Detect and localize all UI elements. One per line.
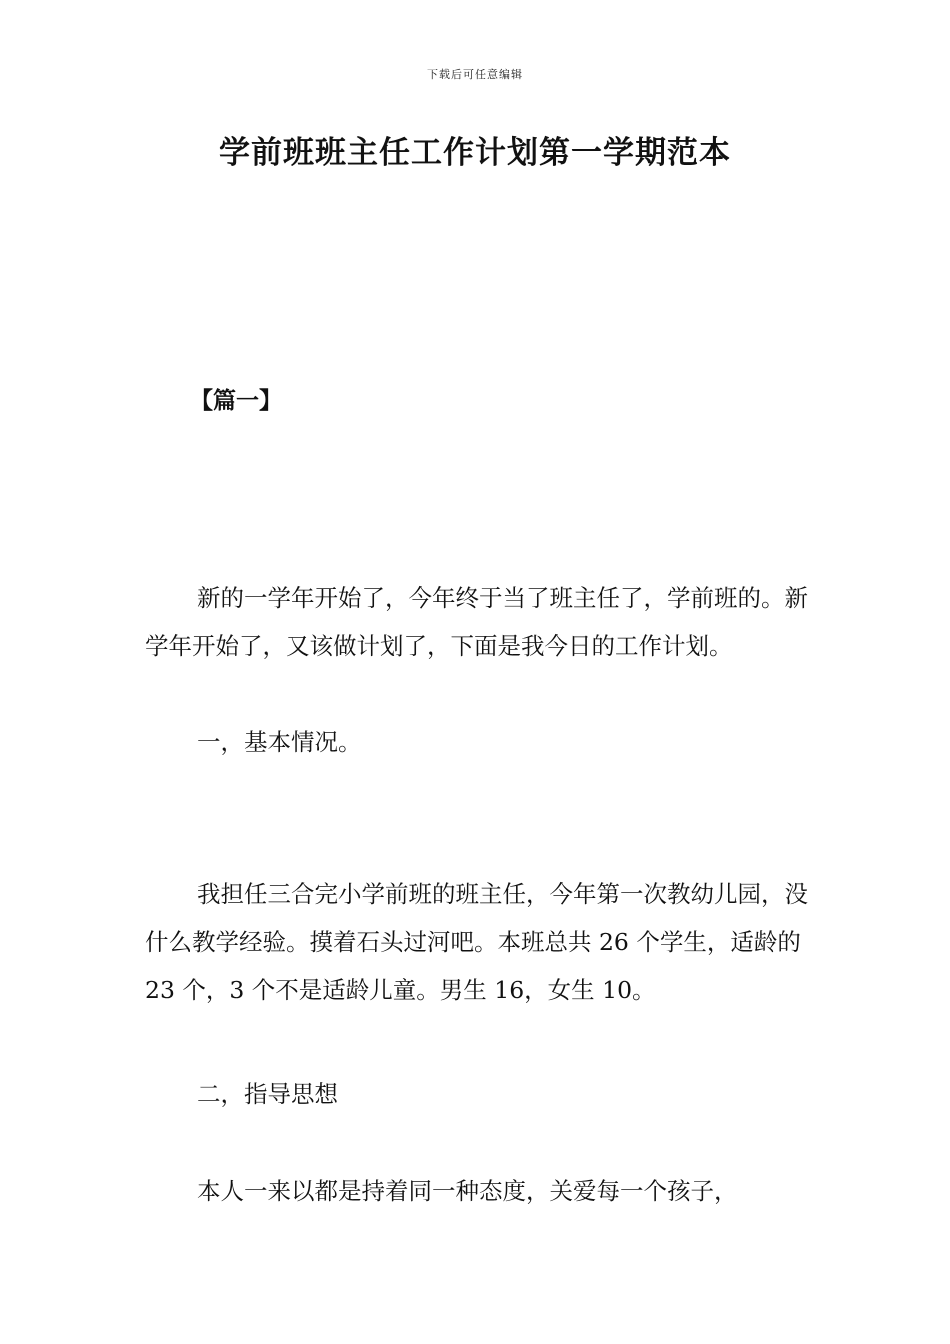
situation-paragraph: 我担任三合完小学前班的班主任，今年第一次教幼儿园，没什么教学经验。摸着石头过河吧。本班总共 26 个学生，适龄的 23 个，3 个不是适龄儿童。男生 16，女生 10。 xyxy=(145,880,808,1004)
header-note: 下载后可任意编辑 xyxy=(427,68,523,81)
guidance-paragraph: 本人一来以都是持着同一种态度，关爱每一个孩子， xyxy=(197,1177,738,1205)
section-heading-basic-situation: 一，基本情况。 xyxy=(197,728,362,756)
intro-paragraph: 新的一学年开始了，今年终于当了班主任了，学前班的。新学年开始了，又该做计划了，下面是我今日的工作计划。 xyxy=(145,584,808,660)
document-title: 学前班班主任工作计划第一学期范本 xyxy=(219,135,731,171)
section-tag: 【篇一】 xyxy=(190,388,282,414)
section-heading-guidance: 二，指导思想 xyxy=(197,1080,338,1108)
